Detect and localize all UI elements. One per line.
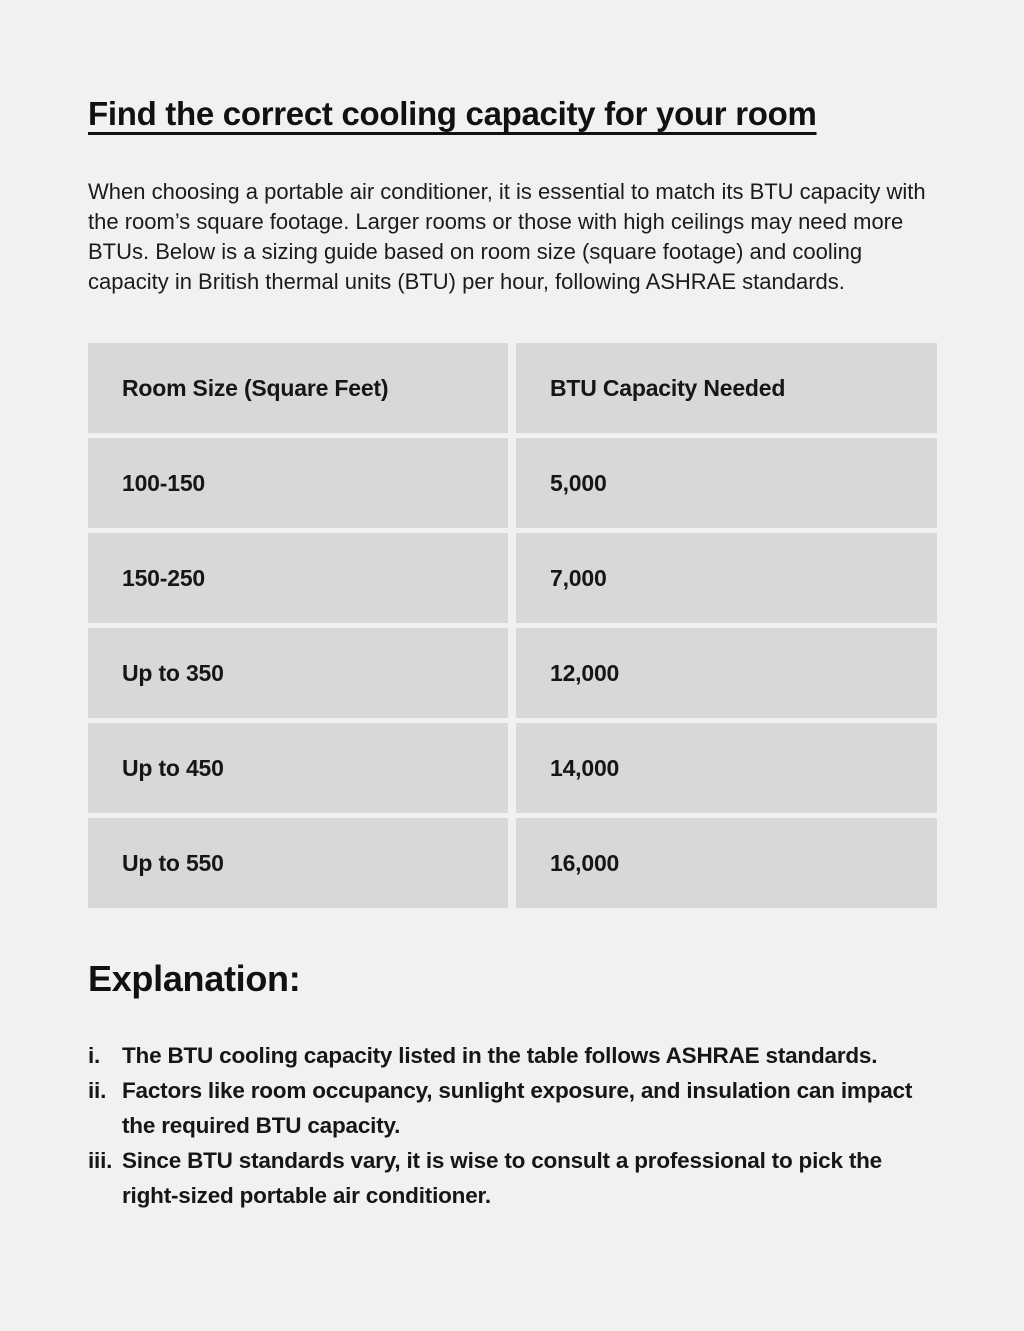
list-marker: i. (88, 1043, 101, 1068)
table-cell-btu-value: 5,000 (516, 438, 937, 528)
page-content (0, 95, 1024, 1213)
table-cell-btu-value: 16,000 (516, 818, 937, 908)
list-text: Since BTU standards vary, it is wise to consult a professional to pick the right-sized portable air conditioner. (122, 1148, 882, 1208)
page-title: Find the correct cooling capacity for your room (88, 95, 817, 132)
explanation-heading: Explanation: (88, 958, 301, 999)
table-cell-room-size: 100-150 (88, 438, 508, 528)
table-cell-room-size: Up to 550 (88, 818, 508, 908)
table-cell-room-size: 150-250 (88, 533, 508, 623)
btu-sizing-table (88, 343, 937, 908)
list-marker: iii. (88, 1148, 113, 1173)
table-header-room-size: Room Size (Square Feet) (88, 343, 508, 433)
list-item (88, 1073, 934, 1143)
table-cell-btu-value: 14,000 (516, 723, 937, 813)
table-cell-room-size: Up to 450 (88, 723, 508, 813)
table-header-btu-capacity: BTU Capacity Needed (516, 343, 937, 433)
table-cell-btu-value: 12,000 (516, 628, 937, 718)
list-item (88, 1038, 934, 1073)
list-text: Factors like room occupancy, sunlight exposure, and insulation can impact the required BTU capacity. (122, 1078, 913, 1138)
intro-paragraph: When choosing a portable air conditioner, it is essential to match its BTU capacity with the room’s square footage. Larger rooms or those with high ceilings may need more BTUs. Below is a sizing guide based on room size (square footage) and cooling capacity in British thermal units (BTU) per hour, following ASHRAE standards. (88, 179, 926, 294)
list-text: The BTU cooling capacity listed in the table follows ASHRAE standards. (122, 1043, 878, 1068)
table-cell-btu-value: 7,000 (516, 533, 937, 623)
table-cell-room-size: Up to 350 (88, 628, 508, 718)
list-item (88, 1143, 934, 1213)
list-marker: ii. (88, 1078, 107, 1103)
explanation-list (88, 1038, 934, 1213)
